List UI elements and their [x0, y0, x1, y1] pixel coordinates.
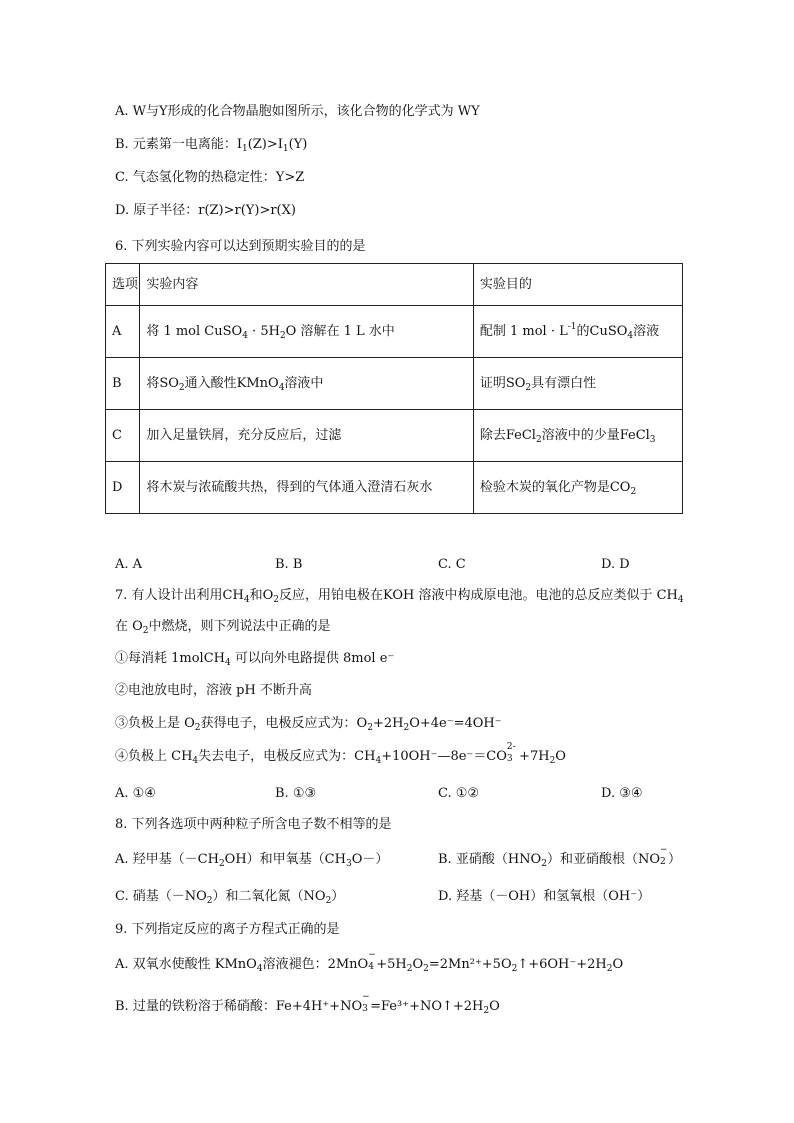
row-purpose: 检验木炭的氧化产物是$CO_2$ — [473, 462, 682, 514]
table-header-row — [106, 264, 683, 306]
q7-statement-3: ③负极上是 $O_2$获得电子，电极反应式为：$O_2+2H_2O+4e^-=4OH^-$ — [115, 716, 502, 733]
q9-stem: 9. 下列指定反应的离子方程式正确的是 — [115, 922, 340, 937]
q7-stem-line2: 在 $O_2$中燃烧，则下列说法中正确的是 — [115, 619, 331, 636]
table-row — [106, 306, 683, 358]
q6-table — [105, 263, 683, 514]
q6-choice-d: D. D — [601, 557, 630, 572]
q8-option-b: B. 亚硝酸$(HNO_2)$和亚硝酸根（NO − 2 ） — [438, 845, 681, 869]
header-content: 实验内容 — [140, 264, 474, 306]
q8-stem: 8. 下列各选项中两种粒子所含电子数不相等的是 — [115, 817, 392, 832]
row-purpose: 除去FeCl$_2$溶液中的少量FeCl$_3$ — [473, 410, 682, 462]
header-purpose: 实验目的 — [473, 264, 682, 306]
q9-option-a: A. 双氧水使酸性 KMnO$_4$溶液褪色：2MnO − 4 $+5H_2O_2=2Mn^{2+}+5O_2↑+6OH^-+2H_2O$ — [115, 950, 624, 974]
q7-stem-line1: 7. 有人设计出利用$CH_4$和$O_2$反应，用铂电极在KOH 溶液中构成原电池。电池的总反应类似于 $CH_4$ — [115, 588, 684, 605]
q7-choice-d: D. ③④ — [601, 786, 643, 801]
q7-statement-4: ④负极上 $CH_4$失去电子，电极反应式为：$CH_4+10OH^-—8e^-=CO$ 2- 3 $+7H_2O$ — [115, 742, 566, 766]
q6-choice-b: B. B — [275, 557, 303, 572]
row-content: 将$SO_2$通入酸性KMnO$_4$溶液中 — [140, 358, 474, 410]
row-option: A — [106, 306, 140, 358]
table-row — [106, 358, 683, 410]
q8-option-a: A. 羟甲基$(-CH_2OH)$和甲氧基$(CH_3O-)$ — [115, 852, 389, 869]
q6-choice-c: C. C — [438, 557, 466, 572]
q5-option-c: C. 气态氢化物的热稳定性：Y>Z — [115, 170, 305, 185]
row-option: B — [106, 358, 140, 410]
row-purpose: 证明$SO_2$具有漂白性 — [473, 358, 682, 410]
q6-choice-a: A. A — [115, 557, 143, 572]
row-option: C — [106, 410, 140, 462]
q7-choice-b: B. ①③ — [275, 786, 317, 801]
row-content: 将木炭与浓硫酸共热，得到的气体通入澄清石灰水 — [140, 462, 474, 514]
q8-option-d: D. 羟基（－OH）和氢氧根（OH⁻） — [438, 889, 651, 904]
table-row — [106, 410, 683, 462]
row-purpose: 配制 1 mol · $L^{-1}$的CuSO$_4$溶液 — [473, 306, 682, 358]
header-option: 选项 — [106, 264, 140, 306]
q7-statement-1: ①每消耗 1molCH$_4$ 可以向外电路提供 8mol e⁻ — [115, 651, 395, 668]
row-content: 加入足量铁屑，充分反应后，过滤 — [140, 410, 474, 462]
q7-choice-a: A. ①④ — [115, 786, 156, 801]
q8-option-c: C. 硝基$(-NO_2)$和二氧化氮$(NO_2)$ — [115, 889, 345, 906]
q9-option-b: B. 过量的铁粉溶于稀硝酸：Fe+4H⁺+NO − 3 $=Fe^{3+}+NO↑+2H_2O$ — [115, 992, 500, 1016]
q6-stem: 6. 下列实验内容可以达到预期实验目的的是 — [115, 239, 366, 254]
q5-option-a: A. W与Y形成的化合物晶胞如图所示，该化合物的化学式为 WY — [115, 104, 480, 119]
q5-option-d: D. 原子半径：r(Z)>r(Y)>r(X) — [115, 203, 296, 218]
row-content: 将 1 mol CuSO$_4$ · $5H_2O$ 溶解在 1 L 水中 — [140, 306, 474, 358]
row-option: D — [106, 462, 140, 514]
q7-choice-c: C. ①② — [438, 786, 480, 801]
q7-statement-2: ②电池放电时，溶液 pH 不断升高 — [115, 683, 312, 698]
q5-option-b: B. 元素第一电离能：$I_1(Z)>I_1(Y)$ — [115, 137, 308, 154]
table-row — [106, 462, 683, 514]
